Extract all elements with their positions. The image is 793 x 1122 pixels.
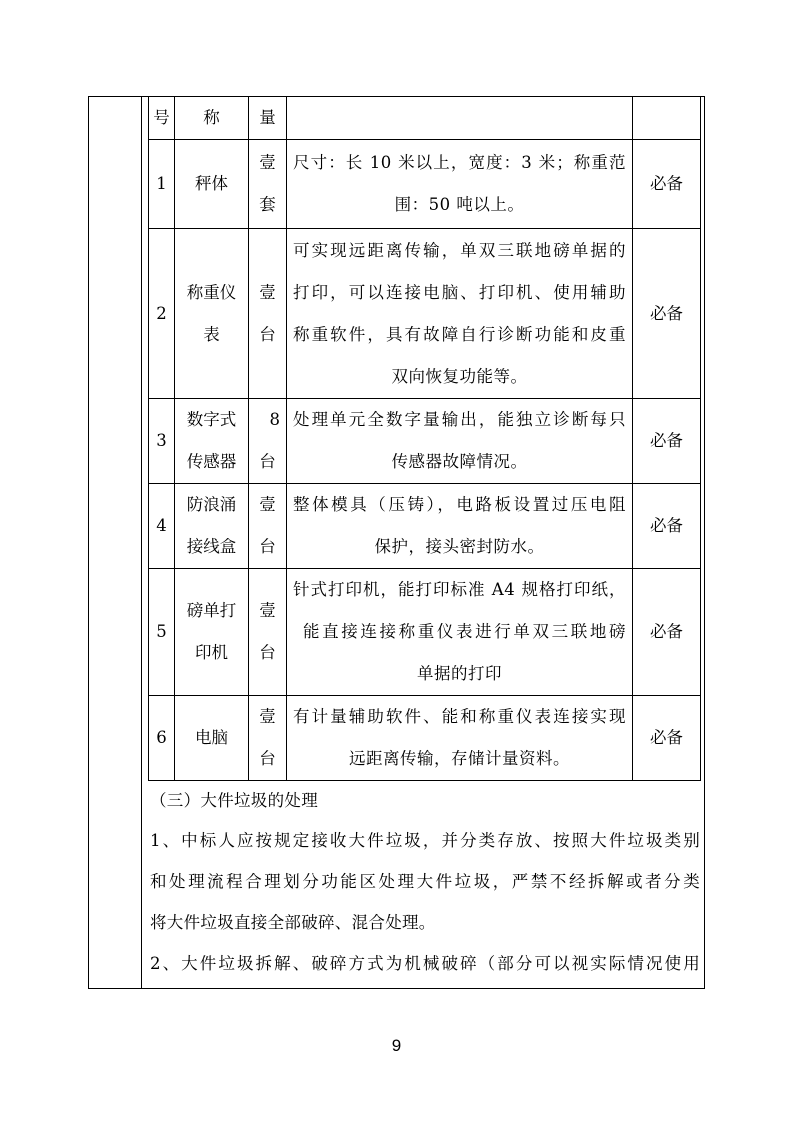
row-no: 1 (149, 140, 175, 229)
table-row (149, 229, 701, 399)
row-qty-line: 套 (259, 195, 276, 214)
row-description (287, 229, 633, 399)
row-description (287, 399, 633, 484)
row-desc-line: 传感器故障情况。 (391, 452, 528, 471)
header-no: 号 (149, 97, 175, 140)
row-qty (249, 569, 287, 696)
table-row (149, 484, 701, 569)
row-desc-line: 处理单元全数字量输出，能独立诊断每只 (293, 410, 626, 429)
row-name-line: 称重仪 (186, 282, 237, 302)
paragraph-1-line: 和处理流程合理划分功能区处理大件垃圾，严禁不经拆解或者分类 (150, 872, 700, 891)
row-qty-line: 壹 (259, 495, 276, 514)
row-desc-line: 有计量辅助软件、能和称重仪表连接实现 (293, 707, 626, 726)
row-qty-line: 壹 (259, 282, 276, 302)
row-desc-line: 称重软件，具有故障自行诊断功能和皮重 (293, 324, 626, 344)
equipment-table (148, 96, 701, 781)
row-no: 2 (149, 229, 175, 399)
row-description (287, 569, 633, 696)
row-qty (249, 229, 287, 399)
header-desc (287, 97, 633, 140)
row-qty-line: 壹 (259, 601, 276, 620)
row-name-line: 防浪涌 (186, 495, 237, 514)
paragraph-1-line: 1、中标人应按规定接收大件垃圾，并分类存放、按照大件垃圾类别 (150, 831, 700, 850)
row-requirement: 必备 (633, 399, 701, 484)
row-qty-line: 台 (259, 324, 276, 344)
header-name: 称 (175, 97, 249, 140)
row-desc-line: 可实现远距离传输，单双三联地磅单据的 (293, 240, 626, 260)
row-requirement: 必备 (633, 140, 701, 229)
row-name-line: 秤体 (195, 174, 228, 193)
section-heading: （三）大件垃圾的处理 (150, 791, 318, 810)
outer-table-column-divider (141, 96, 142, 989)
row-desc-line: 整体模具（压铸），电路板设置过压电阻 (293, 495, 626, 514)
row-requirement: 必备 (633, 696, 701, 781)
row-name-line: 接线盒 (186, 537, 237, 556)
row-name-line: 数字式 (186, 410, 237, 429)
row-desc-line: 针式打印机，能打印标准 A4 规格打印纸， (293, 580, 626, 599)
row-desc-line: 围：50 吨以上。 (394, 195, 525, 214)
row-qty-line: 台 (259, 537, 276, 556)
row-desc-line: 双向恢复功能等。 (391, 366, 528, 386)
row-qty (249, 696, 287, 781)
row-name (175, 140, 249, 229)
row-desc-line: 能直接连接称重仪表进行单双三联地磅 (303, 622, 626, 641)
row-name-line: 磅单打 (186, 601, 237, 620)
row-no: 3 (149, 399, 175, 484)
row-qty (249, 399, 287, 484)
header-requirement (633, 97, 701, 140)
row-description (287, 140, 633, 229)
table-row (149, 569, 701, 696)
row-name (175, 229, 249, 399)
row-qty-line: 台 (259, 452, 276, 471)
row-qty-line: 台 (259, 749, 276, 768)
row-requirement: 必备 (633, 484, 701, 569)
row-no: 6 (149, 696, 175, 781)
row-desc-line: 单据的打印 (417, 664, 502, 683)
row-requirement: 必备 (633, 229, 701, 399)
page-number: 9 (391, 1036, 402, 1055)
table-header-row (149, 97, 701, 140)
table-row (149, 399, 701, 484)
row-qty (249, 140, 287, 229)
header-qty: 量 (249, 97, 287, 140)
row-name-line: 电脑 (195, 728, 228, 747)
row-no: 4 (149, 484, 175, 569)
paragraph-2-line: 2、大件垃圾拆解、破碎方式为机械破碎（部分可以视实际情况使用 (150, 954, 700, 973)
row-desc-line: 打印，可以连接电脑、打印机、使用辅助 (293, 282, 626, 302)
row-description (287, 696, 633, 781)
paragraph-1-line: 将大件垃圾直接全部破碎、混合处理。 (150, 913, 436, 932)
table-row (149, 696, 701, 781)
table-row (149, 140, 701, 229)
row-description (287, 484, 633, 569)
row-desc-line: 保护，接头密封防水。 (374, 537, 545, 556)
row-name-line: 传感器 (186, 452, 237, 471)
row-qty-line: 台 (259, 643, 276, 662)
row-requirement: 必备 (633, 569, 701, 696)
row-desc-line: 远距离传输，存储计量资料。 (349, 749, 570, 768)
row-qty-line: 壹 (259, 153, 276, 172)
row-name (175, 696, 249, 781)
row-qty-line: 8 (269, 410, 280, 429)
section-body (150, 782, 700, 984)
row-no: 5 (149, 569, 175, 696)
row-name (175, 569, 249, 696)
row-qty-line: 壹 (259, 707, 276, 726)
row-name-line: 表 (203, 324, 220, 344)
row-qty (249, 484, 287, 569)
row-name-line: 印机 (195, 643, 228, 662)
row-name (175, 484, 249, 569)
row-name (175, 399, 249, 484)
row-desc-line: 尺寸：长 10 米以上，宽度：3 米；称重范 (293, 153, 626, 172)
